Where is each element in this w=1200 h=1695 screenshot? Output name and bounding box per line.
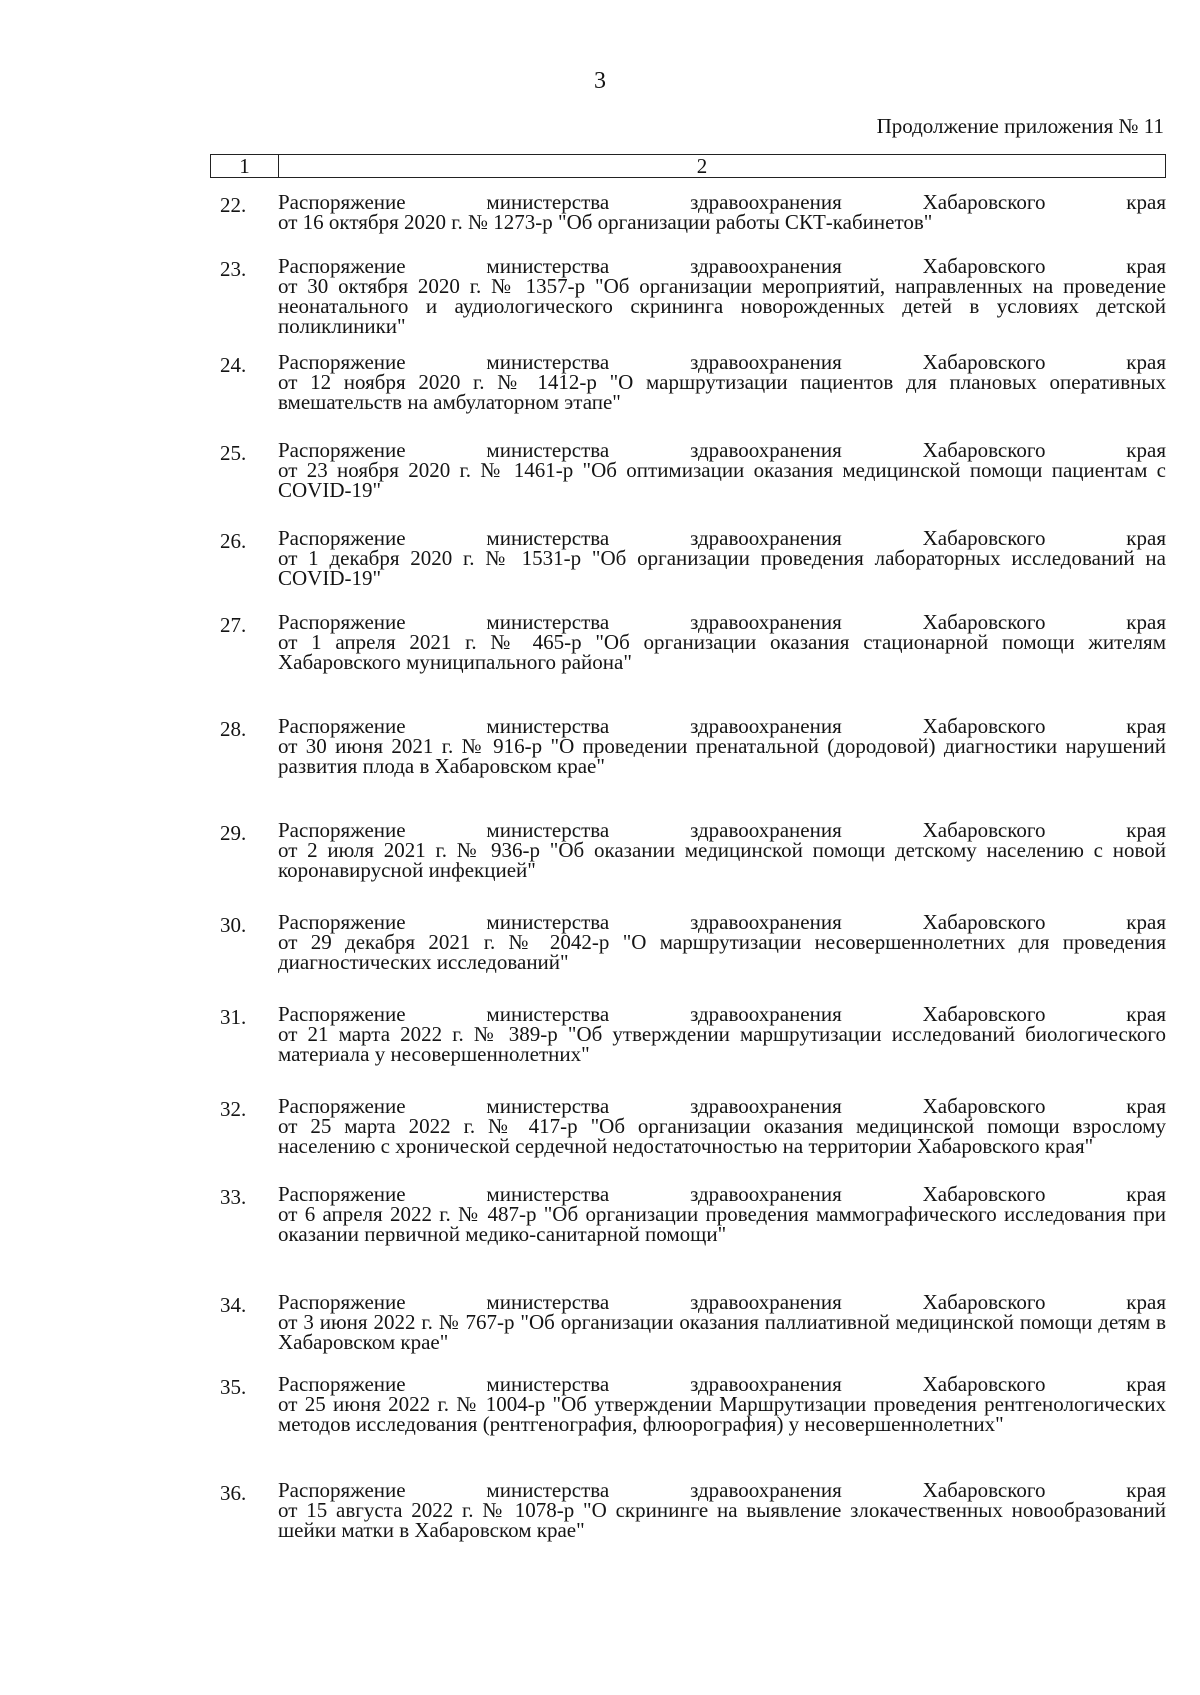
entry-number: 29. — [220, 821, 247, 845]
entry-rest: от 25 июня 2022 г. № 1004-р "Об утверждении Маршрутизации проведения рентгенологических методов исследования (рентгенография, флюорография) у несовершеннолетних" — [278, 1392, 1166, 1436]
entry-rest: от 25 марта 2022 г. № 417-р "Об организации оказания медицинской помощи взрослому населению с хронической сердечной недостаточностью на территории Хабаровского края" — [278, 1114, 1166, 1158]
entry-rest: от 1 апреля 2021 г. № 465-р "Об организации оказания стационарной помощи жителям Хабаровского муниципального района" — [278, 630, 1166, 674]
entry-number: 26. — [220, 529, 247, 553]
entry-rest: от 30 октября 2020 г. № 1357-р "Об организации мероприятий, направленных на проведение неонатального и аудиологического скрининга новорожденных детей в условиях детской поликлиники" — [278, 274, 1166, 338]
list-item — [220, 1374, 1166, 1434]
entry-text — [278, 256, 1166, 336]
entry-rest: от 2 июля 2021 г. № 936-р "Об оказании медицинской помощи детскому населению с новой коронавирусной инфекцией" — [278, 838, 1166, 882]
entry-number: 34. — [220, 1293, 247, 1317]
entry-number: 31. — [220, 1005, 247, 1029]
list-item — [220, 1096, 1166, 1156]
list-item — [220, 912, 1166, 972]
entry-first-line: Распоряжение министерства здравоохранения Хабаровского края — [278, 714, 1166, 738]
entry-first-line: Распоряжение министерства здравоохранения Хабаровского края — [278, 910, 1166, 934]
table-header-col2: 2 — [696, 154, 708, 178]
entry-rest: от 16 октября 2020 г. № 1273-р "Об организации работы СКТ-кабинетов" — [278, 210, 933, 234]
entry-rest: от 21 марта 2022 г. № 389-р "Об утверждении маршрутизации исследований биологического материала у несовершеннолетних" — [278, 1022, 1166, 1066]
entry-number: 22. — [220, 193, 247, 217]
entry-number: 30. — [220, 913, 247, 937]
entry-first-line: Распоряжение министерства здравоохранения Хабаровского края — [278, 254, 1166, 278]
entry-rest: от 1 декабря 2020 г. № 1531-р "Об организации проведения лабораторных исследований на COVID-19" — [278, 546, 1166, 590]
entry-rest: от 23 ноября 2020 г. № 1461-р "Об оптимизации оказания медицинской помощи пациентам с COVID-19" — [278, 458, 1166, 502]
list-item — [220, 1004, 1166, 1064]
entry-text — [278, 1374, 1166, 1434]
list-item — [220, 1292, 1166, 1352]
entry-first-line: Распоряжение министерства здравоохранения Хабаровского края — [278, 438, 1166, 462]
entry-text — [278, 612, 1166, 672]
entry-rest: от 29 декабря 2021 г. № 2042-р "О маршрутизации несовершеннолетних для проведения диагностических исследований" — [278, 930, 1166, 974]
entry-text — [278, 1096, 1166, 1156]
list-item — [220, 716, 1166, 776]
entry-first-line: Распоряжение министерства здравоохранения Хабаровского края — [278, 818, 1166, 842]
entry-rest: от 3 июня 2022 г. № 767-р "Об организации оказания паллиативной медицинской помощи детям в Хабаровском крае" — [278, 1310, 1166, 1354]
continuation-label: Продолжение приложения № 11 — [876, 114, 1164, 138]
entry-first-line: Распоряжение министерства здравоохранения Хабаровского края — [278, 1372, 1166, 1396]
list-item — [220, 256, 1166, 336]
entry-number: 27. — [220, 613, 247, 637]
entry-number: 24. — [220, 353, 247, 377]
page-number: 3 — [594, 68, 606, 94]
entry-text — [278, 912, 1166, 972]
entry-text — [278, 820, 1166, 880]
entry-text — [278, 716, 1166, 776]
entry-first-line: Распоряжение министерства здравоохранения Хабаровского края — [278, 1290, 1166, 1314]
entry-first-line: Распоряжение министерства здравоохранения Хабаровского края — [278, 526, 1166, 550]
entry-text — [278, 528, 1166, 588]
list-item — [220, 1480, 1166, 1540]
entry-first-line: Распоряжение министерства здравоохранения Хабаровского края — [278, 1094, 1166, 1118]
list-item — [220, 528, 1166, 588]
list-item — [220, 352, 1166, 412]
entry-text — [278, 440, 1166, 500]
entry-number: 33. — [220, 1185, 247, 1209]
entry-first-line: Распоряжение министерства здравоохранения Хабаровского края — [278, 1478, 1166, 1502]
entry-text — [278, 1184, 1166, 1244]
list-item — [220, 820, 1166, 880]
entry-text — [278, 192, 1166, 232]
entry-number: 32. — [220, 1097, 247, 1121]
table-header — [210, 154, 1166, 178]
entry-text — [278, 352, 1166, 412]
entry-text — [278, 1004, 1166, 1064]
list-item — [220, 440, 1166, 500]
entry-text — [278, 1480, 1166, 1540]
entry-rest: от 30 июня 2021 г. № 916-р "О проведении пренатальной (дородовой) диагностики нарушений развития плода в Хабаровском крае" — [278, 734, 1166, 778]
table-header-col1: 1 — [211, 155, 279, 177]
entry-number: 28. — [220, 717, 247, 741]
list-item — [220, 612, 1166, 672]
list-item — [220, 192, 1166, 232]
entry-first-line: Распоряжение министерства здравоохранения Хабаровского края — [278, 1182, 1166, 1206]
entry-number: 36. — [220, 1481, 247, 1505]
entry-first-line: Распоряжение министерства здравоохранения Хабаровского края — [278, 190, 1166, 214]
list-item — [220, 1184, 1166, 1244]
entry-first-line: Распоряжение министерства здравоохранения Хабаровского края — [278, 610, 1166, 634]
entry-number: 23. — [220, 257, 247, 281]
entry-number: 25. — [220, 441, 247, 465]
entry-rest: от 12 ноября 2020 г. № 1412-р "О маршрутизации пациентов для плановых оперативных вмешательств на амбулаторном этапе" — [278, 370, 1166, 414]
entry-rest: от 6 апреля 2022 г. № 487-р "Об организации проведения маммографического исследования при оказании первичной медико-санитарной помощи" — [278, 1202, 1166, 1246]
entry-number: 35. — [220, 1375, 247, 1399]
entry-text — [278, 1292, 1166, 1352]
entry-first-line: Распоряжение министерства здравоохранения Хабаровского края — [278, 1002, 1166, 1026]
entry-rest: от 15 августа 2022 г. № 1078-р "О скрининге на выявление злокачественных новообразований шейки матки в Хабаровском крае" — [278, 1498, 1166, 1542]
entry-first-line: Распоряжение министерства здравоохранения Хабаровского края — [278, 350, 1166, 374]
